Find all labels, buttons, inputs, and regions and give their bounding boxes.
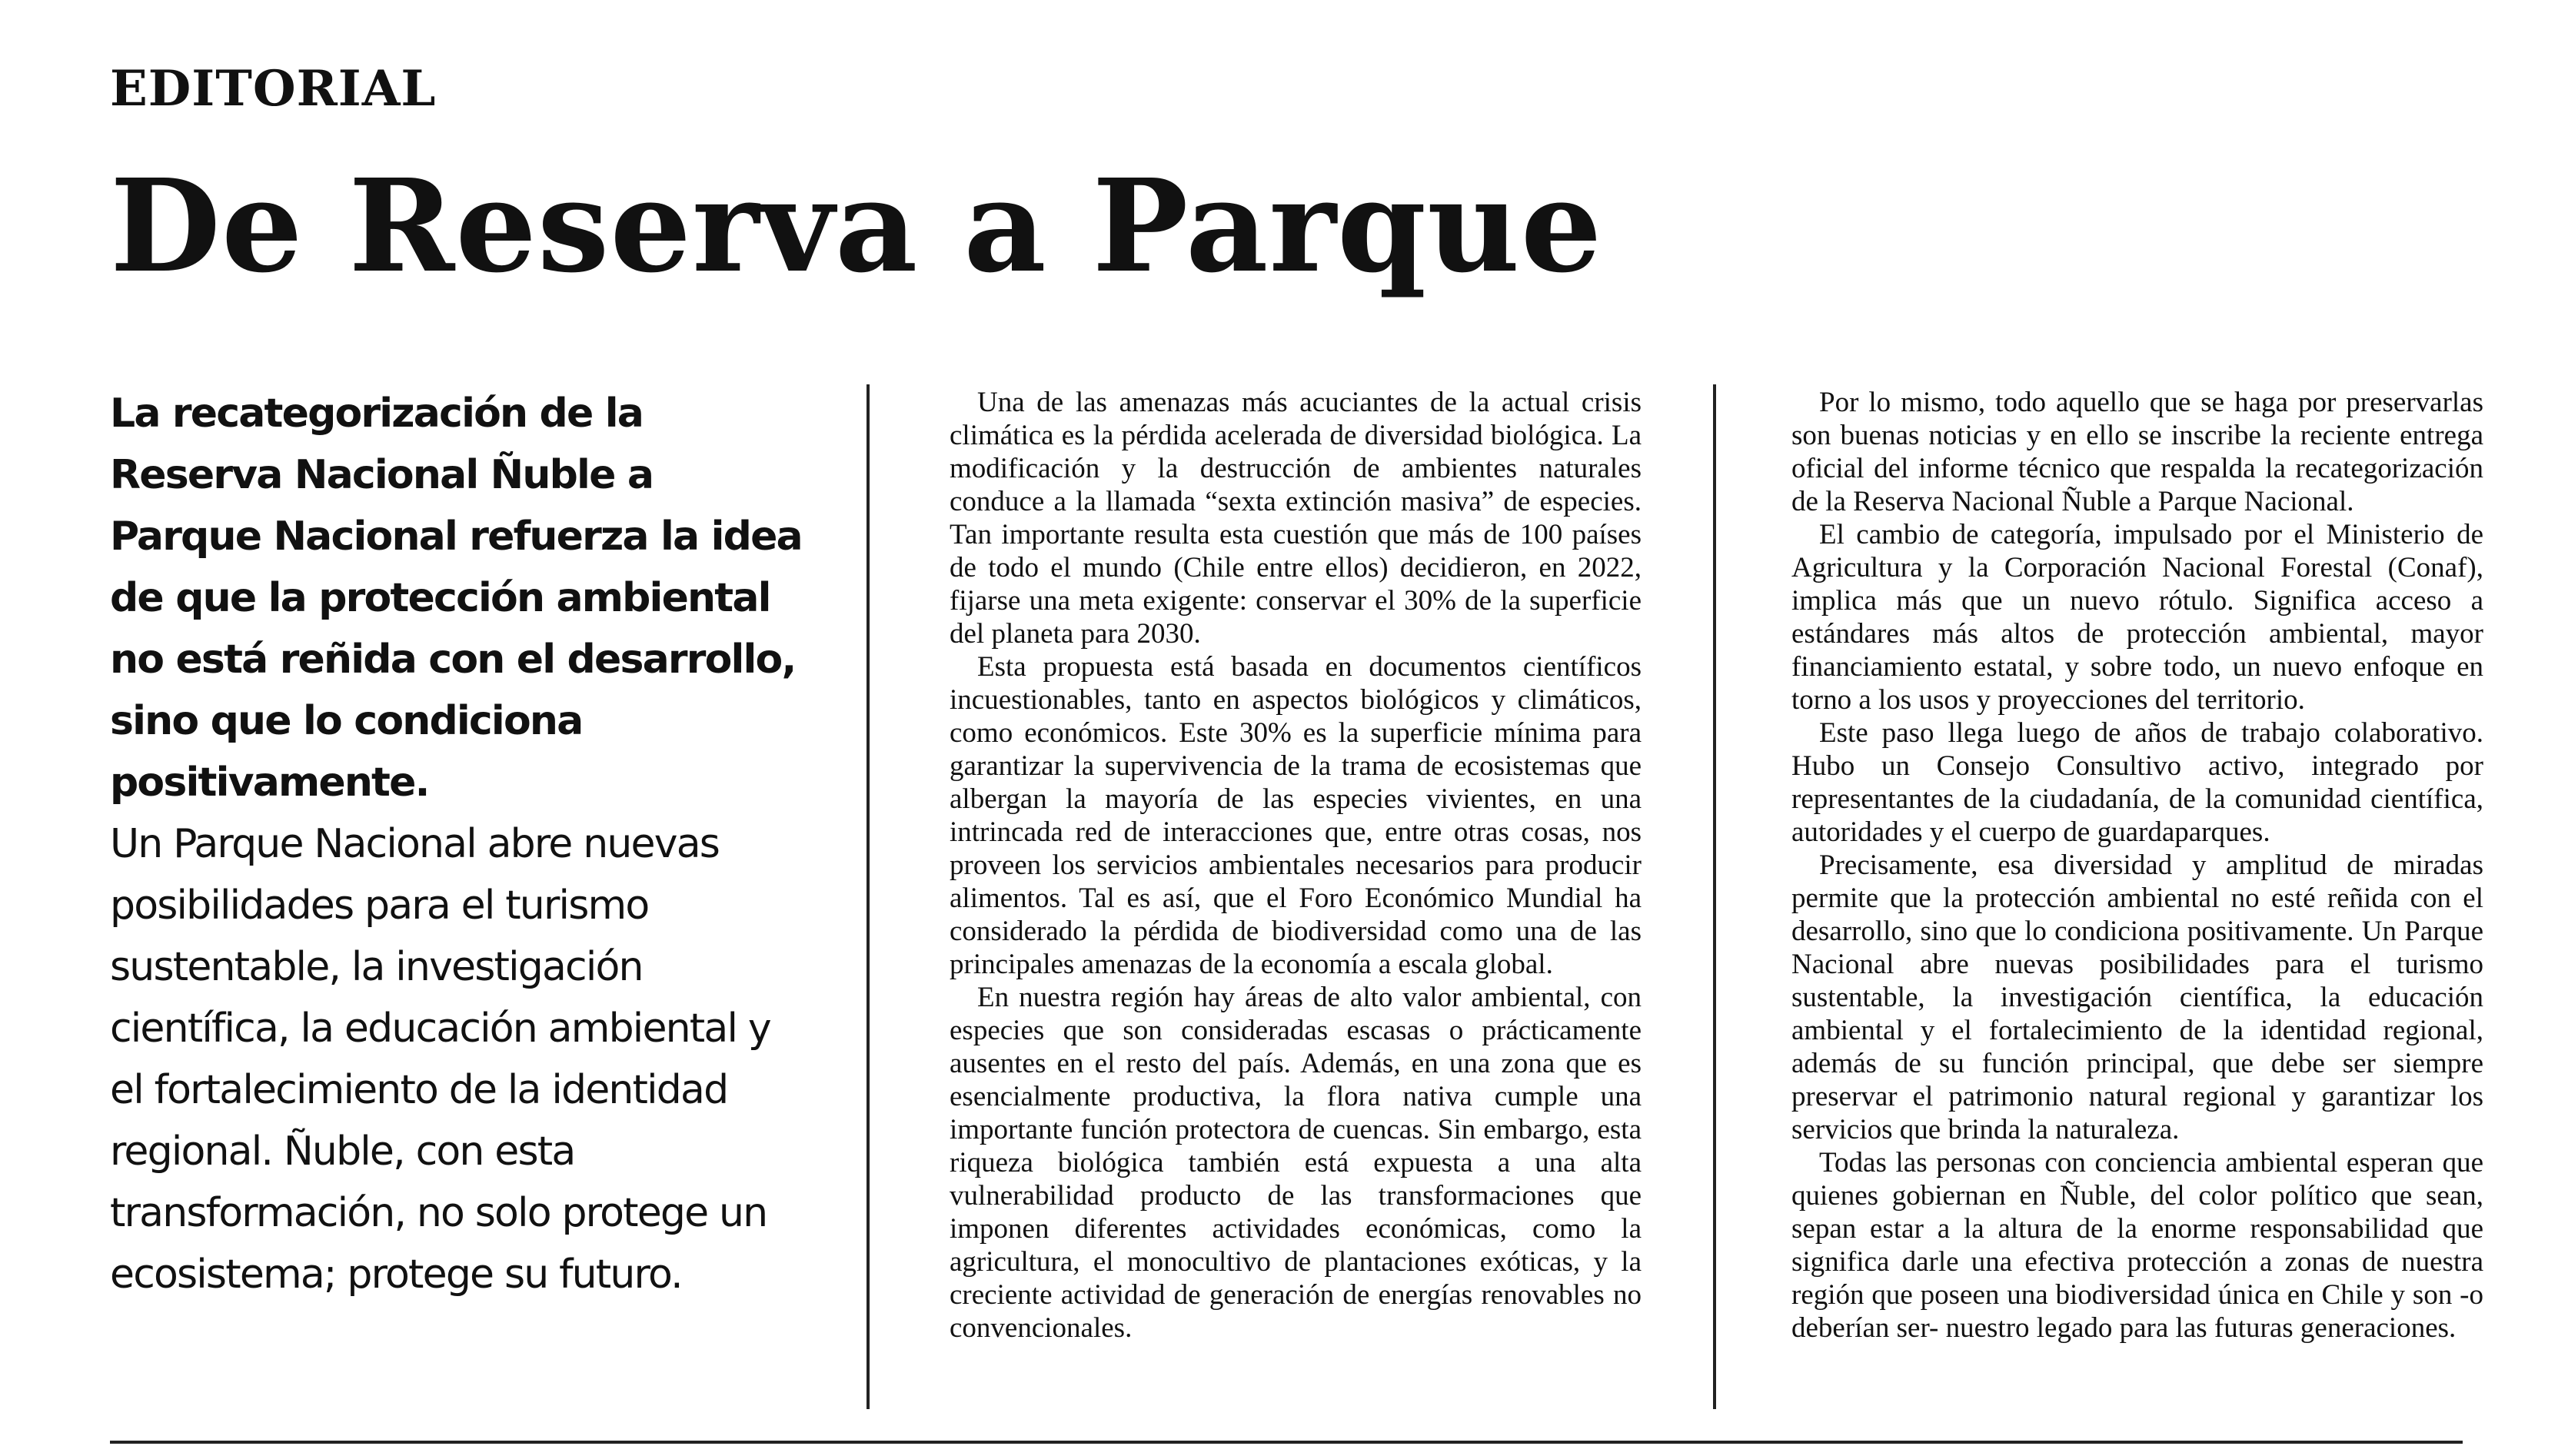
column-divider-2 [1713, 384, 1716, 1409]
paragraph: Este paso llega luego de años de trabajo colaborativo. Hubo un Consejo Consultivo activo, integrado por representantes de la ciudadanía, de la comunidad científica, autoridades y el cuerpo de guardaparques. [1791, 717, 2483, 848]
paragraph: Una de las amenazas más acuciantes de la actual crisis climática es la pérdida acelerada de diversidad biológica. La modificación y la destrucción de ambientes naturales conduce a la llamada “sexta extinción masiva” de especies. Tan importante resulta esta cuestión que más de 100 países de todo el mundo (Chile entre ellos) decidieron, en 2022, fijarse una meta exigente: conservar el 30% de la superficie del planeta para 2030. [950, 387, 1642, 650]
lead-block [110, 383, 802, 1305]
column-divider-1 [867, 384, 870, 1409]
headline: De Reserva a Parque [110, 151, 1603, 301]
bottom-rule [110, 1441, 2463, 1444]
paragraph: Todas las personas con conciencia ambiental esperan que quienes gobiernan en Ñuble, del color político que sean, sepan estar a la altura de la enorme responsabilidad que significa darle una efectiva protección a zonas de nuestra región que poseen una biodiversidad única en Chile y son -o deberían ser- nuestro legado para las futuras generaciones. [1791, 1147, 2483, 1344]
paragraph: En nuestra región hay áreas de alto valor ambiental, con especies que son consideradas escasas o prácticamente ausentes en el resto del país. Además, en una zona que es esencialmente productiva, la flora nativa cumple una importante función protectora de cuencas. Sin embargo, esta riqueza biológica también está expuesta a una alta vulnerabilidad producto de las transformaciones que imponen diferentes actividades económicas, como la agricultura, el monocultivo de plantaciones exóticas, y la creciente actividad de generación de energías renovables no convencionales. [950, 982, 1642, 1344]
body-column-1 [950, 386, 1642, 1345]
paragraph: Por lo mismo, todo aquello que se haga por preservarlas son buenas noticias y en ello se inscribe la reciente entrega oficial del informe técnico que respalda la recategorización de la Reserva Nacional Ñuble a Parque Nacional. [1791, 387, 2483, 517]
section-label: EDITORIAL [110, 60, 437, 118]
body-column-2 [1791, 386, 2483, 1345]
lead-body: Un Parque Nacional abre nuevas posibilidades para el turismo sustentable, la investigación científica, la educación ambiental y el fortalecimiento de la identidad regional. Ñuble, con esta transformación, no solo protege un ecosistema; protege su futuro. [110, 821, 770, 1298]
paragraph: Precisamente, esa diversidad y amplitud de miradas permite que la protección ambiental no esté reñida con el desarrollo, sino que lo condiciona positivamente. Un Parque Nacional abre nuevas posibilidades para el turismo sustentable, la investigación científica, la educación ambiental y el fortalecimiento de la identidad regional, además de su función principal, que debe ser siempre preservar el patrimonio natural regional y garantizar los servicios que brinda la naturaleza. [1791, 849, 2483, 1145]
lead-summary: La recategorización de la Reserva Nacional Ñuble a Parque Nacional refuerza la idea de que la protección ambiental no está reñida con el desarrollo, sino que lo condiciona positivamente. [110, 391, 802, 806]
paragraph: El cambio de categoría, impulsado por el Ministerio de Agricultura y la Corporación Nacional Forestal (Conaf), implica más que un nuevo rótulo. Significa acceso a estándares más altos de protección ambiental, mayor financiamiento estatal, y sobre todo, un nuevo enfoque en torno a los usos y proyecciones del territorio. [1791, 519, 2483, 716]
paragraph: Esta propuesta está basada en documentos científicos incuestionables, tanto en aspectos biológicos y climáticos, como económicos. Este 30% es la superficie mínima para garantizar la supervivencia de la trama de ecosistemas que albergan la mayoría de las especies vivientes, en una intrincada red de interacciones que, entre otras cosas, nos proveen los servicios ambientales necesarios para producir alimentos. Tal es así, que el Foro Económico Mundial ha considerado la pérdida de biodiversidad como una de las principales amenazas de la economía a escala global. [950, 651, 1642, 980]
